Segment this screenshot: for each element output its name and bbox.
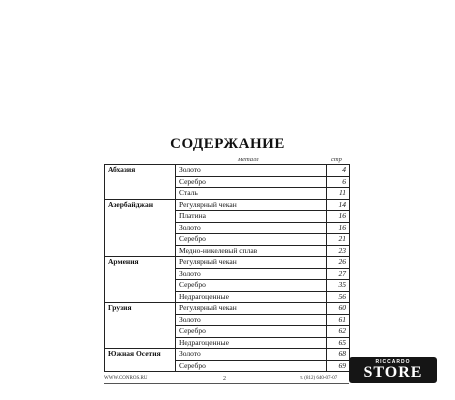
country-cell: Азербайджан bbox=[105, 199, 176, 257]
metal-cell: Золото bbox=[176, 314, 327, 326]
metal-cell: Золото bbox=[176, 165, 327, 177]
metal-cell: Золото bbox=[176, 222, 327, 234]
metal-column-header: металл bbox=[238, 156, 259, 163]
page-number-cell: 56 bbox=[327, 291, 350, 303]
page-number-cell: 14 bbox=[327, 199, 350, 211]
metal-cell: Недрагоценные bbox=[176, 291, 327, 303]
metal-cell: Серебро bbox=[176, 280, 327, 292]
logo-top-text: RICCARDO bbox=[375, 359, 411, 365]
metal-cell: Серебро bbox=[176, 360, 327, 372]
footer-page-number: 2 bbox=[223, 376, 226, 382]
metal-cell: Серебро bbox=[176, 176, 327, 188]
page-number-cell: 6 bbox=[327, 176, 350, 188]
metal-cell: Золото bbox=[176, 349, 327, 361]
page-number-cell: 26 bbox=[327, 257, 350, 269]
country-cell: Южная Осетия bbox=[105, 349, 176, 372]
metal-cell: Сталь bbox=[176, 188, 327, 200]
footer-website: WWW.CONROS.RU bbox=[104, 376, 148, 381]
footer-divider bbox=[104, 383, 349, 384]
metal-cell: Недрагоценные bbox=[176, 337, 327, 349]
logo-main-text: STORE bbox=[363, 364, 423, 381]
table-row bbox=[105, 199, 350, 211]
page-title: СОДЕРЖАНИЕ bbox=[170, 136, 285, 152]
table-row bbox=[105, 349, 350, 361]
page-number-cell: 23 bbox=[327, 245, 350, 257]
table-row bbox=[105, 257, 350, 269]
page-number-cell: 16 bbox=[327, 222, 350, 234]
country-cell: Армения bbox=[105, 257, 176, 303]
metal-cell: Регулярный чекан bbox=[176, 257, 327, 269]
page-number-cell: 65 bbox=[327, 337, 350, 349]
page-number-cell: 35 bbox=[327, 280, 350, 292]
page-number-cell: 61 bbox=[327, 314, 350, 326]
metal-cell: Серебро bbox=[176, 234, 327, 246]
metal-cell: Регулярный чекан bbox=[176, 303, 327, 315]
page-number-cell: 4 bbox=[327, 165, 350, 177]
store-logo bbox=[349, 357, 437, 383]
metal-cell: Регулярный чекан bbox=[176, 199, 327, 211]
country-cell: Грузия bbox=[105, 303, 176, 349]
page-number-cell: 62 bbox=[327, 326, 350, 338]
page-number-cell: 16 bbox=[327, 211, 350, 223]
page-number-cell: 27 bbox=[327, 268, 350, 280]
metal-cell: Золото bbox=[176, 268, 327, 280]
page-column-header: стр bbox=[331, 156, 342, 163]
country-cell: Абхазия bbox=[105, 165, 176, 200]
page-number-cell: 60 bbox=[327, 303, 350, 315]
page-number-cell: 69 bbox=[327, 360, 350, 372]
footer-phone: т. (812) 640-07-07 bbox=[300, 376, 338, 381]
metal-cell: Серебро bbox=[176, 326, 327, 338]
page-number-cell: 11 bbox=[327, 188, 350, 200]
table-row bbox=[105, 303, 350, 315]
metal-cell: Платина bbox=[176, 211, 327, 223]
page-number-cell: 68 bbox=[327, 349, 350, 361]
page-number-cell: 21 bbox=[327, 234, 350, 246]
table-row bbox=[105, 165, 350, 177]
metal-cell: Медно-никелевый сплав bbox=[176, 245, 327, 257]
contents-table bbox=[104, 164, 350, 372]
